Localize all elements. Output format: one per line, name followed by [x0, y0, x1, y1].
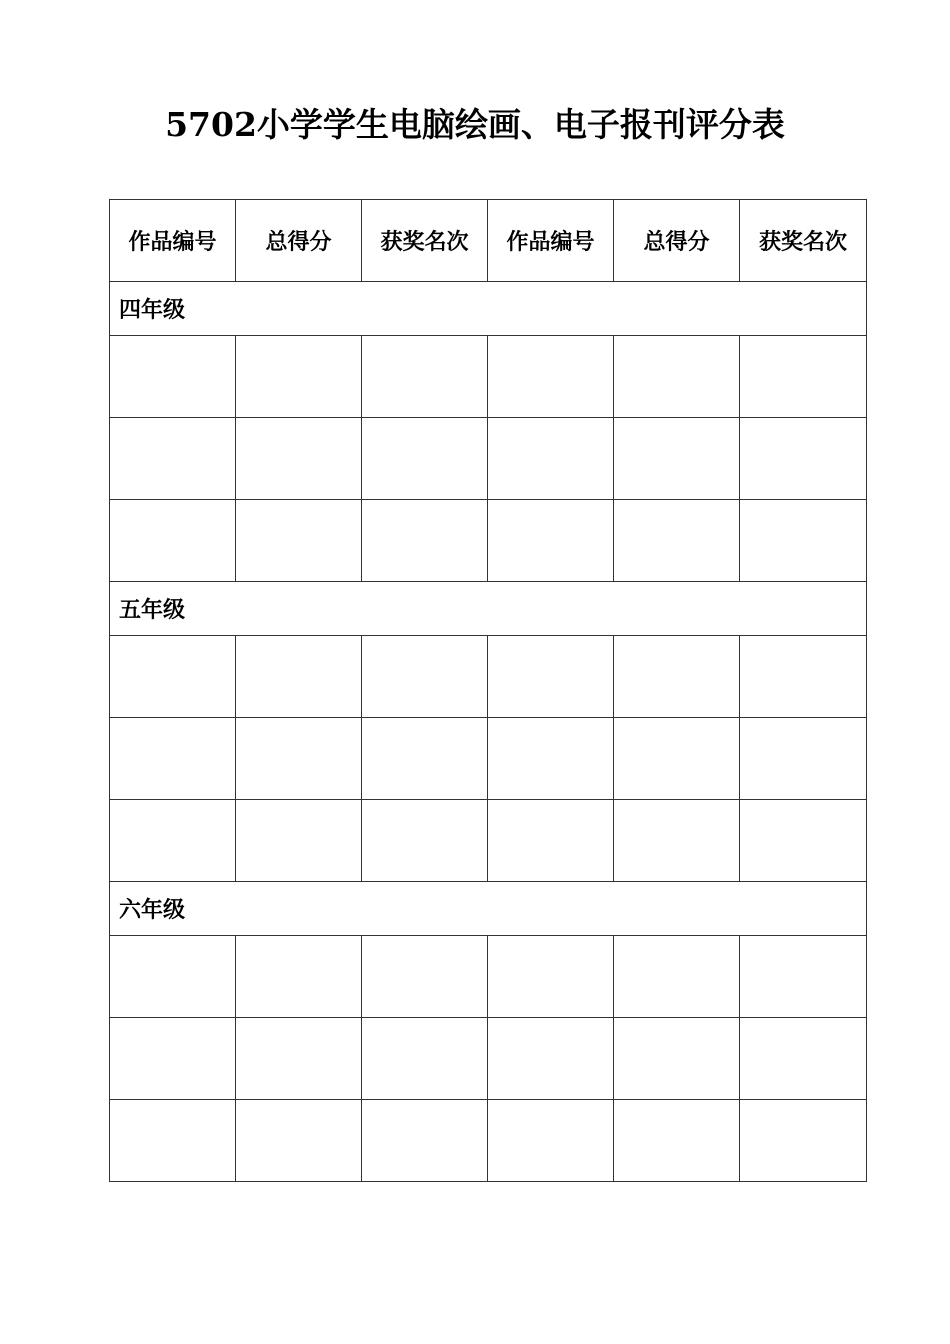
- table-cell[interactable]: [614, 500, 740, 582]
- table-row: [110, 800, 867, 882]
- page-title: 5702小学学生电脑绘画、电子报刊评分表: [165, 105, 785, 144]
- table-cell[interactable]: [362, 1100, 488, 1182]
- table-row: [110, 336, 867, 418]
- table-cell[interactable]: [362, 418, 488, 500]
- table-cell[interactable]: [236, 636, 362, 718]
- grade-label: 五年级: [110, 582, 867, 636]
- table-cell[interactable]: [110, 936, 236, 1018]
- table-cell[interactable]: [740, 936, 867, 1018]
- table-cell[interactable]: [362, 800, 488, 882]
- table-cell[interactable]: [740, 800, 867, 882]
- header-work-number-2: 作品编号: [488, 200, 614, 282]
- table-cell[interactable]: [362, 500, 488, 582]
- table-row: [110, 1100, 867, 1182]
- grade-label: 四年级: [110, 282, 867, 336]
- table-cell[interactable]: [362, 718, 488, 800]
- table-cell[interactable]: [110, 800, 236, 882]
- table-cell[interactable]: [488, 800, 614, 882]
- table-cell[interactable]: [614, 1100, 740, 1182]
- table-cell[interactable]: [236, 800, 362, 882]
- table-cell[interactable]: [614, 800, 740, 882]
- table-cell[interactable]: [110, 1018, 236, 1100]
- header-total-score-2: 总得分: [614, 200, 740, 282]
- table-row: [110, 936, 867, 1018]
- table-cell[interactable]: [740, 500, 867, 582]
- table-cell[interactable]: [488, 336, 614, 418]
- table-cell[interactable]: [740, 418, 867, 500]
- table-cell[interactable]: [614, 1018, 740, 1100]
- header-work-number: 作品编号: [110, 200, 236, 282]
- table-cell[interactable]: [740, 1018, 867, 1100]
- table-cell[interactable]: [236, 418, 362, 500]
- table-cell[interactable]: [110, 1100, 236, 1182]
- table-cell[interactable]: [488, 636, 614, 718]
- grade-row-grade-5: [110, 582, 867, 636]
- header-award-rank: 获奖名次: [362, 200, 488, 282]
- table-cell[interactable]: [740, 636, 867, 718]
- table-cell[interactable]: [110, 418, 236, 500]
- table-cell[interactable]: [110, 718, 236, 800]
- table-cell[interactable]: [740, 718, 867, 800]
- header-total-score: 总得分: [236, 200, 362, 282]
- table-cell[interactable]: [614, 336, 740, 418]
- grade-row-grade-4: [110, 282, 867, 336]
- table-cell[interactable]: [740, 1100, 867, 1182]
- table-cell[interactable]: [488, 1100, 614, 1182]
- table-cell[interactable]: [362, 1018, 488, 1100]
- grade-row-grade-6: [110, 882, 867, 936]
- header-award-rank-2: 获奖名次: [740, 200, 867, 282]
- table-row: [110, 636, 867, 718]
- table-cell[interactable]: [110, 500, 236, 582]
- table-cell[interactable]: [488, 718, 614, 800]
- table-cell[interactable]: [362, 636, 488, 718]
- table-cell[interactable]: [236, 1100, 362, 1182]
- table-row: [110, 1018, 867, 1100]
- table-row: [110, 418, 867, 500]
- table-cell[interactable]: [362, 936, 488, 1018]
- table-cell[interactable]: [110, 636, 236, 718]
- table-cell[interactable]: [614, 718, 740, 800]
- table-cell[interactable]: [614, 418, 740, 500]
- table-cell[interactable]: [614, 636, 740, 718]
- table-cell[interactable]: [236, 936, 362, 1018]
- table-cell[interactable]: [488, 418, 614, 500]
- header-row: [110, 200, 867, 282]
- table-cell[interactable]: [236, 336, 362, 418]
- table-row: [110, 718, 867, 800]
- table-cell[interactable]: [236, 1018, 362, 1100]
- table-cell[interactable]: [488, 1018, 614, 1100]
- table-cell[interactable]: [488, 936, 614, 1018]
- table-cell[interactable]: [614, 936, 740, 1018]
- table-cell[interactable]: [488, 500, 614, 582]
- table-cell[interactable]: [740, 336, 867, 418]
- score-table: [109, 199, 867, 1182]
- grade-label: 六年级: [110, 882, 867, 936]
- table-cell[interactable]: [362, 336, 488, 418]
- table-cell[interactable]: [236, 718, 362, 800]
- table-cell[interactable]: [236, 500, 362, 582]
- table-cell[interactable]: [110, 336, 236, 418]
- table-row: [110, 500, 867, 582]
